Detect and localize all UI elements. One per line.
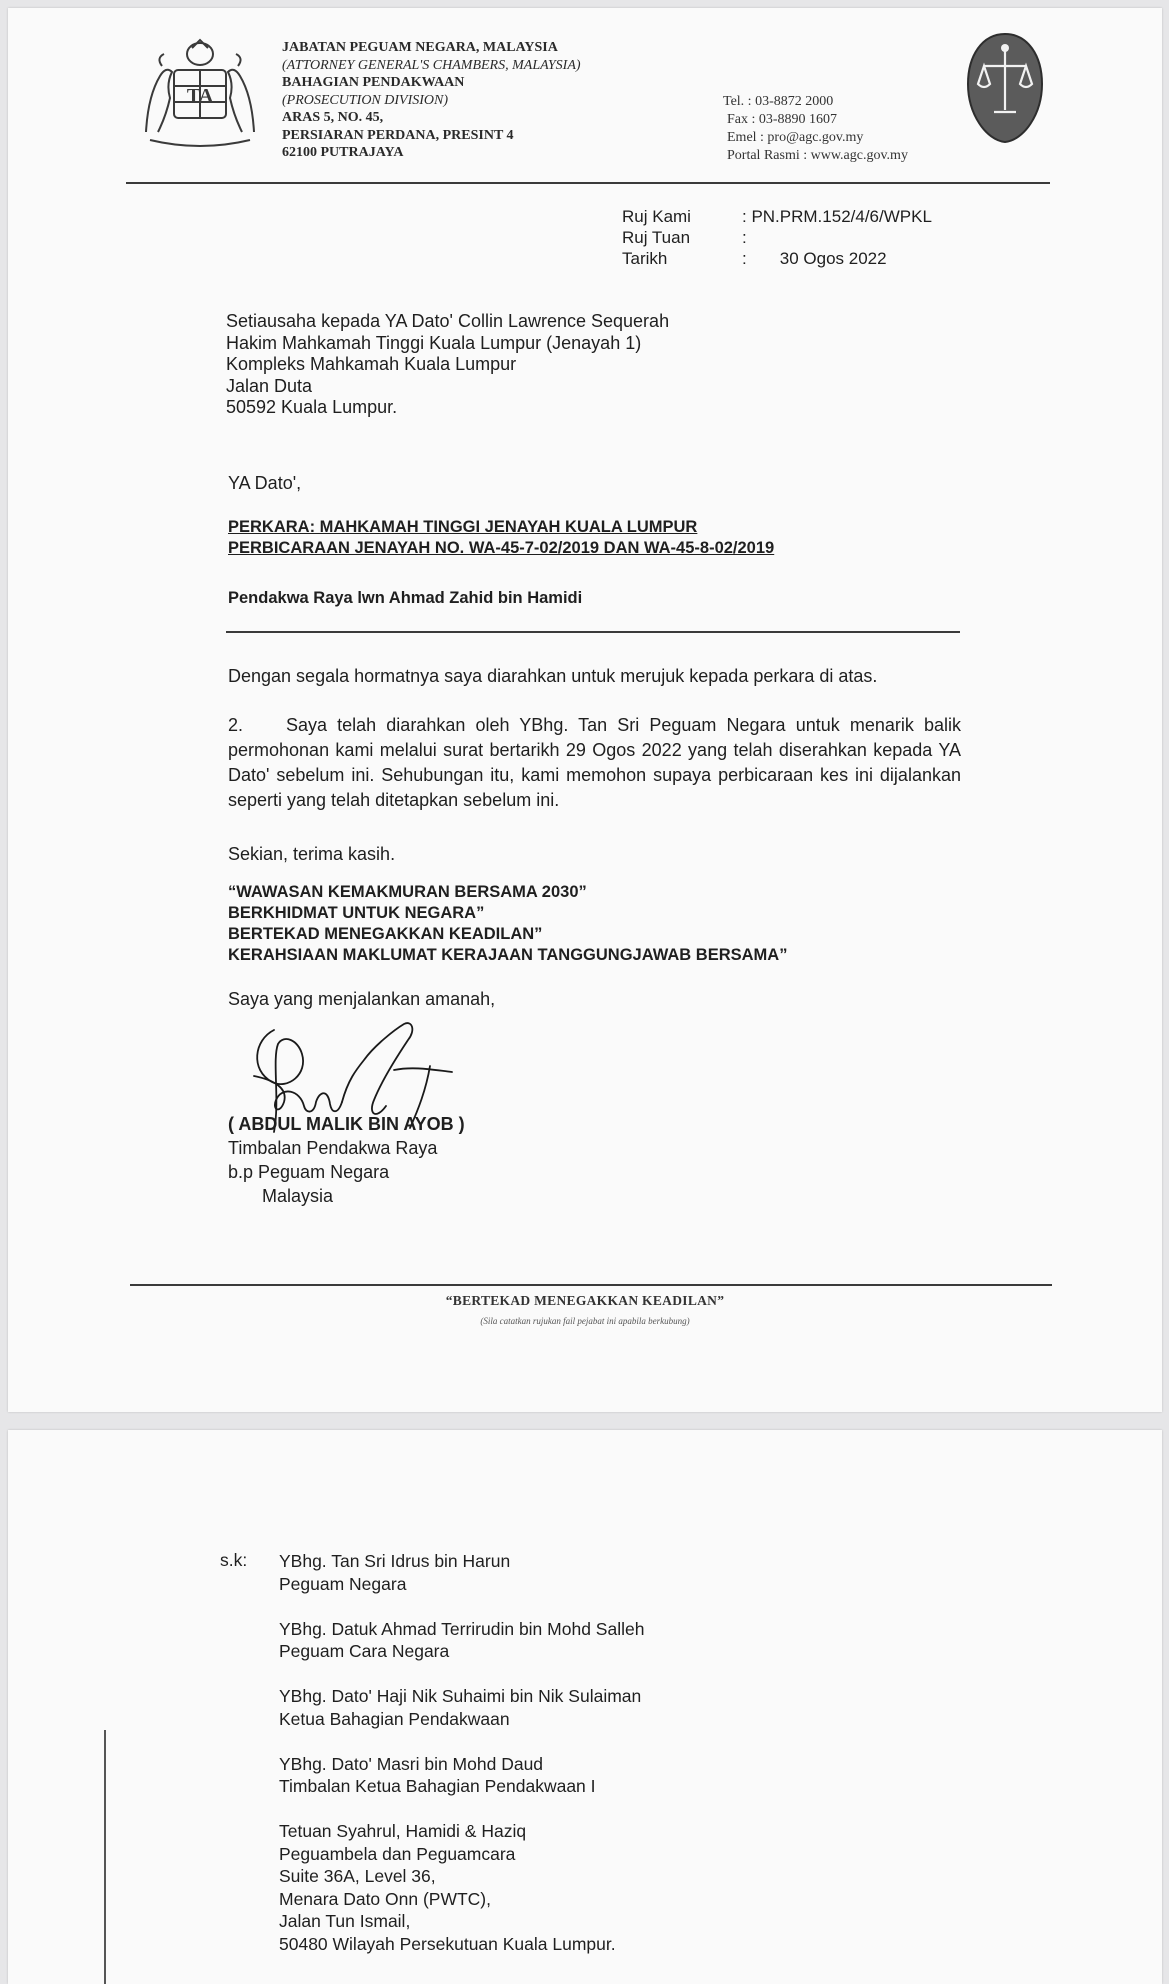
ruj-tuan-label: Ruj Tuan: [622, 228, 691, 247]
ruj-kami-value: : PN.PRM.152/4/6/WPKL: [742, 207, 932, 226]
page-edge-line: [104, 1730, 106, 1984]
cc-line: Peguambela dan Peguamcara: [279, 1843, 516, 1864]
cc-line: Jalan Tun Ismail,: [279, 1911, 411, 1931]
recipient-line: Setiausaha kepada YA Dato' Collin Lawrence Sequerah: [226, 311, 670, 331]
letterhead-line: PERSIARAN PERDANA, PRESINT 4: [282, 127, 514, 143]
cc-label: s.k:: [220, 1550, 248, 1570]
salutation: YA Dato',: [228, 473, 302, 493]
cc-entry: [279, 1820, 644, 1955]
cc-line: Menara Dato Onn (PWTC),: [279, 1888, 491, 1909]
paragraph-1: Dengan segala hormatnya saya diarahkan untuk merujuk kepada perkara di atas.: [228, 666, 878, 686]
contact-email: Emel : pro@agc.gov.my: [727, 130, 864, 145]
cc-line: YBhg. Dato' Haji Nik Suhaimi bin Nik Sulaiman: [279, 1686, 642, 1706]
signoff-line: Saya yang menjalankan amanah,: [228, 989, 496, 1009]
cc-line: Peguam Negara: [279, 1573, 407, 1594]
closing: Sekian, terima kasih.: [228, 844, 396, 864]
cc-entry: [279, 1753, 644, 1798]
cc-list: [279, 1550, 644, 1978]
footer-note: (Sila catatkan rujukan fail pejabat ini apabila berkubung): [480, 1316, 690, 1326]
recipient-line: Hakim Mahkamah Tinggi Kuala Lumpur (Jenayah 1): [226, 332, 642, 353]
cc-line: Tetuan Syahrul, Hamidi & Haziq: [279, 1821, 527, 1841]
ruj-kami-label: Ruj Kami: [622, 207, 691, 226]
cc-entry: [279, 1618, 644, 1663]
subject-line-2: PERBICARAAN JENAYAH NO. WA-45-7-02/2019 DAN WA-45-8-02/2019: [228, 539, 775, 557]
recipient-line: Kompleks Mahkamah Kuala Lumpur: [226, 354, 517, 375]
cc-line: Ketua Bahagian Pendakwaan: [279, 1708, 510, 1729]
signatory-country: Malaysia: [262, 1186, 334, 1206]
subject-divider: [226, 631, 960, 633]
cc-entry: [279, 1550, 644, 1595]
letter-page-2: [8, 1430, 1162, 1984]
contact-portal: Portal Rasmi : www.agc.gov.my: [727, 148, 908, 163]
letterhead-divider: [126, 182, 1050, 184]
motto-line: “WAWASAN KEMAKMURAN BERSAMA 2030”: [228, 883, 587, 901]
letterhead-line: BAHAGIAN PENDAKWAAN: [282, 75, 465, 90]
cc-line: YBhg. Tan Sri Idrus bin Harun: [279, 1551, 511, 1571]
recipient-line: 50592 Kuala Lumpur.: [226, 397, 398, 418]
letterhead-line: (PROSECUTION DIVISION): [282, 92, 449, 108]
paragraph-2-number: 2.: [228, 715, 244, 735]
coat-of-arms-logo: [136, 36, 264, 154]
motto-block: [228, 882, 787, 966]
footer-motto: “BERTEKAD MENEGAKKAN KEADILAN”: [445, 1293, 725, 1308]
svg-text:TA: TA: [186, 85, 214, 107]
signature-block: [228, 1112, 465, 1208]
motto-line: BERKHIDMAT UNTUK NEGARA”: [228, 904, 485, 922]
letterhead-line: 62100 PUTRAJAYA: [282, 145, 404, 160]
contact-tel: Tel. : 03-8872 2000: [723, 94, 834, 109]
letterhead-line: ARAS 5, NO. 45,: [282, 110, 384, 125]
reference-block: [622, 206, 932, 269]
ruj-tuan-value: :: [742, 228, 747, 247]
signatory-behalf: b.p Peguam Negara: [228, 1162, 390, 1182]
recipient-line: Jalan Duta: [226, 375, 313, 396]
cc-line: YBhg. Datuk Ahmad Terrirudin bin Mohd Salleh: [279, 1618, 645, 1639]
signatory-title: Timbalan Pendakwa Raya: [228, 1138, 438, 1158]
agc-seal-logo: [966, 32, 1044, 144]
case-title: Pendakwa Raya lwn Ahmad Zahid bin Hamidi: [228, 589, 583, 607]
footer-divider: [130, 1284, 1052, 1286]
subject-line-1: PERKARA: MAHKAMAH TINGGI JENAYAH KUALA LUMPUR: [228, 518, 698, 536]
recipient-address: [226, 311, 669, 419]
motto-line: KERAHSIAAN MAKLUMAT KERAJAAN TANGGUNGJAWAB BERSAMA”: [228, 946, 788, 964]
letterhead-line: JABATAN PEGUAM NEGARA, MALAYSIA: [282, 40, 558, 55]
cc-line: 50480 Wilayah Persekutuan Kuala Lumpur.: [279, 1933, 616, 1954]
cc-line: YBhg. Dato' Masri bin Mohd Daud: [279, 1753, 544, 1774]
cc-entry: [279, 1685, 644, 1730]
paragraph-2-text: Saya telah diarahkan oleh YBhg. Tan Sri Peguam Negara untuk menarik balik permohonan kami melalui surat bertarikh 29 Ogos 2022 yang telah diserahkan kepada YA Dato' sebelum ini. Sehubungan itu, kami memohon supaya perbicaraan kes ini dijalankan seperti yang telah ditetapkan sebelum ini.: [228, 715, 961, 810]
cc-line: Timbalan Ketua Bahagian Pendakwaan I: [279, 1776, 596, 1796]
cc-line: Peguam Cara Negara: [279, 1641, 450, 1661]
letterhead-contact: [723, 93, 908, 165]
tarikh-value: : 30 Ogos 2022: [742, 249, 887, 268]
signatory-name: ( ABDUL MALIK BIN AYOB ): [228, 1114, 465, 1134]
motto-line: BERTEKAD MENEGAKKAN KEADILAN”: [228, 925, 543, 943]
paragraph-2: [228, 713, 961, 813]
letter-page-1: [8, 8, 1162, 1412]
letterhead-address: [282, 39, 581, 162]
letterhead-line: (ATTORNEY GENERAL'S CHAMBERS, MALAYSIA): [282, 57, 581, 73]
contact-fax: Fax : 03-8890 1607: [727, 112, 838, 127]
cc-line: Suite 36A, Level 36,: [279, 1866, 436, 1886]
tarikh-label: Tarikh: [622, 249, 668, 268]
